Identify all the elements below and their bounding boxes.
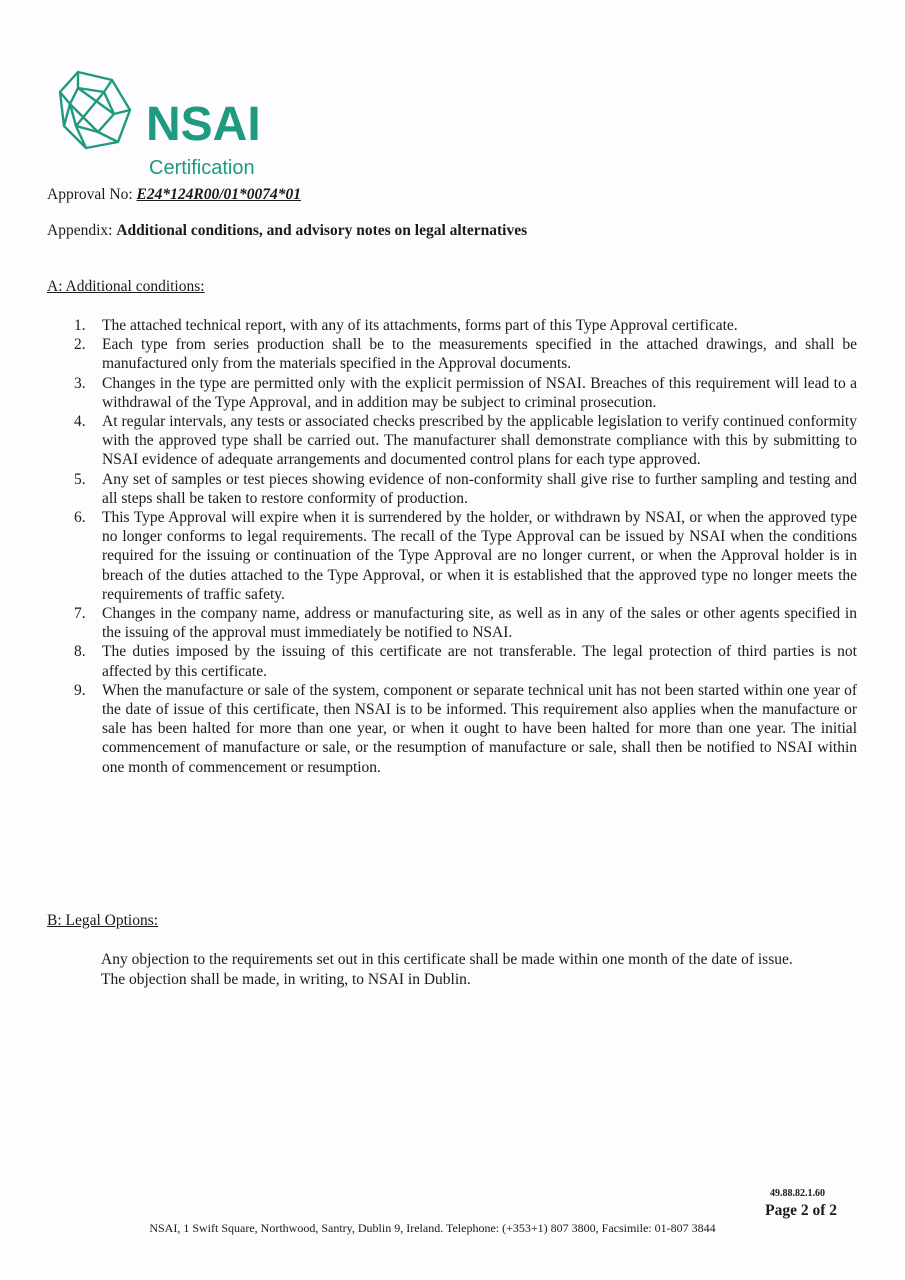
item-number: 4. — [74, 413, 86, 431]
item-number: 8. — [74, 643, 86, 661]
item-text: Changes in the type are permitted only with the explicit permission of NSAI. Breaches of this requirement will lead to a withdrawal of the Type Approval, and in addition may be subject to criminal prosecution. — [102, 374, 857, 411]
item-number: 3. — [74, 374, 86, 392]
item-number: 1. — [74, 317, 86, 334]
item-number: 5. — [74, 470, 86, 488]
list-item — [47, 335, 857, 373]
approval-number: E24*124R00/01*0074*01 — [136, 186, 302, 203]
list-item — [47, 412, 857, 470]
list-item — [47, 681, 857, 777]
item-text: The attached technical report, with any of its attachments, forms part of this Type Approval certificate. — [102, 317, 738, 334]
logo-subtext: Certification — [149, 157, 255, 179]
section-b-heading: B: Legal Options: — [47, 912, 159, 929]
item-text: When the manufacture or sale of the system, component or separate technical unit has not been started within one year of the date of issue of this certificate, then NSAI is to be informed. This requirement also applies when the manufacture or sale has been halted for more than one year, or when it ought to have been halted for more than one year. The initial commencement of manufacture or sale, or the resumption of manufacture or sale, shall then be notified to NSAI within one month of commencement or resumption. — [102, 681, 857, 776]
list-item — [47, 316, 857, 335]
list-item — [47, 508, 857, 604]
item-text: At regular intervals, any tests or associated checks prescribed by the applicable legislation to verify continued conformity with the approved type shall be carried out. The manufacturer shall demonstrate compliance with this by submitting to NSAI evidence of adequate arrangements and documented control plans for each type approved. — [102, 413, 857, 469]
item-text: Changes in the company name, address or manufacturing site, as well as in any of the sales or other agents specified in the issuing of the approval must immediately be notified to NSAI. — [102, 605, 857, 642]
nsai-logo — [58, 70, 268, 180]
list-item — [47, 374, 857, 412]
footer-address: NSAI, 1 Swift Square, Northwood, Santry, Dublin 9, Ireland. Telephone: (+353+1) 807 3800, Facsimile: 01-807 3844 — [149, 1221, 716, 1235]
list-item — [47, 470, 857, 508]
page-number: Page 2 of 2 — [765, 1202, 837, 1219]
legal-line: Any objection to the requirements set out in this certificate shall be made within one month of the date of issue. — [101, 951, 793, 968]
list-item — [47, 642, 857, 680]
item-text: Any set of samples or test pieces showing evidence of non-conformity shall give rise to further sampling and testing and all steps shall be taken to restore conformity of production. — [102, 470, 857, 507]
item-number: 9. — [74, 681, 86, 699]
appendix-title: Additional conditions, and advisory notes on legal alternatives — [116, 222, 528, 239]
conditions-list — [47, 316, 857, 777]
item-number: 7. — [74, 605, 86, 623]
list-item — [47, 604, 857, 642]
appendix-line — [47, 222, 527, 240]
polyhedron-icon — [60, 72, 130, 148]
item-number: 2. — [74, 336, 86, 354]
document-reference: 49.88.82.1.60 — [770, 1188, 825, 1199]
appendix-label: Appendix: — [47, 222, 117, 239]
legal-options-text — [101, 950, 861, 990]
legal-line: The objection shall be made, in writing, to NSAI in Dublin. — [101, 971, 471, 988]
approval-label: Approval No: — [47, 186, 137, 203]
approval-line — [47, 186, 301, 204]
item-text: The duties imposed by the issuing of this certificate are not transferable. The legal protection of third parties is not affected by this certificate. — [102, 643, 857, 680]
item-text: Each type from series production shall be to the measurements specified in the attached drawings, and shall be manufactured only from the materials specified in the Approval documents. — [102, 336, 857, 373]
section-a-heading: A: Additional conditions: — [47, 278, 205, 295]
logo-wordmark: NSAI — [146, 98, 261, 151]
item-number: 6. — [74, 509, 86, 527]
item-text: This Type Approval will expire when it is surrendered by the holder, or withdrawn by NSAI, or when the approved type no longer conforms to legal requirements. The recall of the Type Approval can be issued by NSAI when the conditions required for the issuing or continuation of the Type Approval are no longer current, or when the Approval holder is in breach of the duties attached to the Type Approval, or when it is established that the approved type no longer meets the requirements of traffic safety. — [102, 509, 857, 603]
